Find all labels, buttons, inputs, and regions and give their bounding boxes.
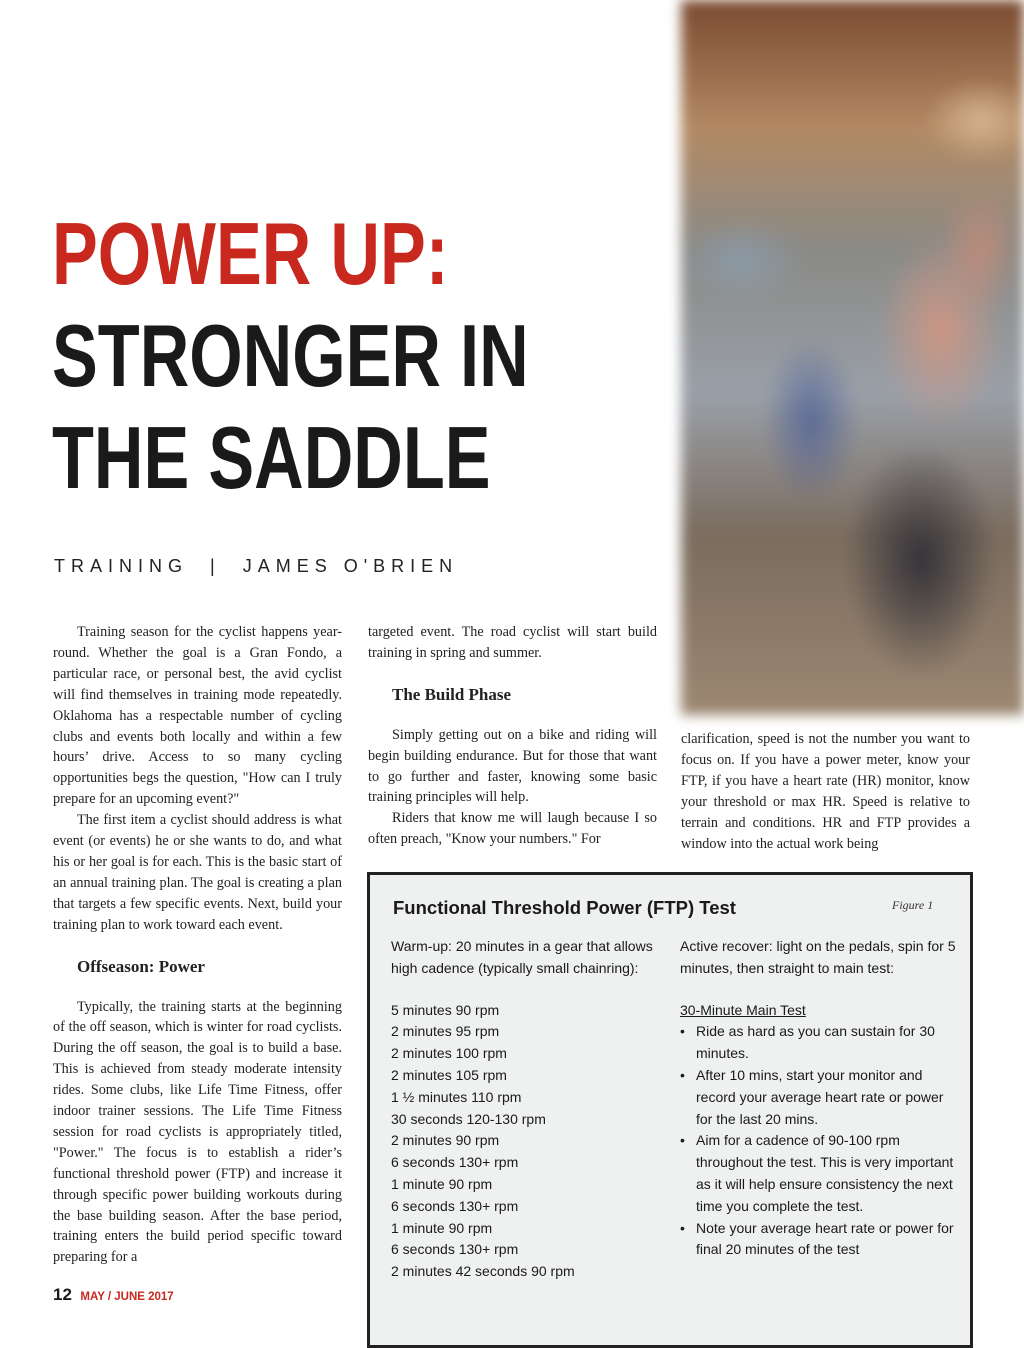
warmup-step: 2 minutes 105 rpm bbox=[391, 1066, 507, 1083]
warmup-step: 6 seconds 130+ rpm bbox=[391, 1197, 519, 1214]
warmup-step: 30 seconds 120-130 rpm bbox=[391, 1110, 546, 1127]
ftp-test-figure bbox=[367, 872, 973, 1348]
figure-title: Functional Threshold Power (FTP) Test bbox=[393, 897, 736, 918]
warmup-step: 2 minutes 95 rpm bbox=[391, 1023, 500, 1040]
paragraph: The first item a cyclist should address is what event (or events) he or she wants to do, and what his or her goal is for each. This is the basic start of an annual training plan. The goal is creating a plan that targets a few specific events. Next, build your training plan to work toward each event. bbox=[53, 812, 342, 933]
main-test-list bbox=[680, 1021, 960, 1261]
warmup-step: 6 seconds 130+ rpm bbox=[391, 1241, 519, 1258]
main-test-item: • Aim for a cadence of 90-100 rpm throughout the test. This is very important as it will help ensure consistency the next time you complete the test. bbox=[680, 1130, 960, 1217]
warmup-step: 2 minutes 42 seconds 90 rpm bbox=[391, 1263, 575, 1280]
headline bbox=[52, 203, 529, 509]
page-number: 12 bbox=[53, 1285, 72, 1304]
cyclists-photo bbox=[681, 0, 1024, 715]
main-test-column bbox=[680, 936, 960, 1261]
author-name: JAMES O'BRIEN bbox=[242, 556, 459, 576]
headline-line-1: POWER UP: bbox=[52, 204, 449, 303]
main-test-item: • Note your average heart rate or power for final 20 minutes of the test bbox=[680, 1218, 960, 1262]
subhead-build-phase: The Build Phase bbox=[392, 684, 512, 704]
warmup-step: 2 minutes 90 rpm bbox=[391, 1132, 500, 1149]
warmup-intro: Warm-up: 20 minutes in a gear that allows high cadence (typically small chainring): bbox=[391, 938, 653, 976]
byline-separator: | bbox=[210, 556, 221, 576]
main-test-item: • Ride as hard as you can sustain for 30 minutes. bbox=[680, 1021, 960, 1065]
warmup-step: 1 minute 90 rpm bbox=[391, 1219, 493, 1236]
byline bbox=[54, 556, 458, 577]
headline-line-3: THE SADDLE bbox=[52, 408, 491, 507]
warmup-step: 6 seconds 130+ rpm bbox=[391, 1154, 519, 1171]
article-column-3 bbox=[681, 729, 970, 854]
warmup-step: 1 ½ minutes 110 rpm bbox=[391, 1088, 522, 1105]
paragraph: Training season for the cyclist happens year-round. Whether the goal is a Gran Fondo, a particular race, or personal best, the avid cyclist will find themselves in training mode repeatedly. Oklahoma has a respectable number of cycling clubs and events both locally and within a few hours’ drive. Access to so many cycling opportunities begs the question, "How can I truly prepare for an upcoming event?" bbox=[53, 624, 342, 808]
section-label: TRAINING bbox=[54, 556, 189, 576]
paragraph: Riders that know me will laugh because I so often preach, "Know your numbers." For bbox=[368, 810, 657, 848]
page-footer bbox=[53, 1285, 174, 1305]
paragraph: Typically, the training starts at the beginning of the off season, which is winter for road cyclists. During the off season, the goal is to build a base. This is achieved from steady moderate intensity rides. Some clubs, like Life Time Fitness, offer indoor trainer sessions. The Life Time Fitness session for road cyclists is appropriately titled, "Power." The focus is to establish a rider’s functional threshold power (FTP) and increase it through specific power building workouts during the base building season. After the base period, training enters the build period specific toward preparing for a bbox=[53, 998, 342, 1266]
warmup-step: 1 minute 90 rpm bbox=[391, 1175, 493, 1192]
warmup-step: 2 minutes 100 rpm bbox=[391, 1045, 507, 1062]
article-column-1 bbox=[53, 622, 342, 1268]
issue-date: MAY / JUNE 2017 bbox=[80, 1291, 174, 1303]
paragraph: targeted event. The road cyclist will start build training in spring and summer. bbox=[368, 624, 657, 661]
warmup-column bbox=[391, 936, 671, 1283]
paragraph: Simply getting out on a bike and riding will begin building endurance. But for those that want to go further and faster, knowing some basic training principles will help. bbox=[368, 726, 657, 806]
recovery-intro: Active recover: light on the pedals, spin for 5 minutes, then straight to main test: bbox=[680, 938, 956, 976]
main-test-item: • After 10 mins, start your monitor and record your average heart rate or power for the last 20 mins. bbox=[680, 1065, 960, 1130]
headline-line-2: STRONGER IN bbox=[52, 306, 529, 405]
warmup-step: 5 minutes 90 rpm bbox=[391, 1001, 500, 1018]
warmup-steps bbox=[391, 1000, 671, 1283]
main-test-title: 30-Minute Main Test bbox=[680, 1001, 806, 1018]
article-column-2 bbox=[368, 622, 657, 850]
subhead-offseason: Offseason: Power bbox=[77, 956, 205, 976]
figure-label: Figure 1 bbox=[892, 898, 934, 912]
paragraph: clarification, speed is not the number you want to focus on. If you have a power meter, know your FTP, if you have a heart rate (HR) monitor, know your threshold or max HR. Speed is relative to terrain and conditions. HR and FTP provides a window into the actual work being bbox=[681, 731, 970, 852]
